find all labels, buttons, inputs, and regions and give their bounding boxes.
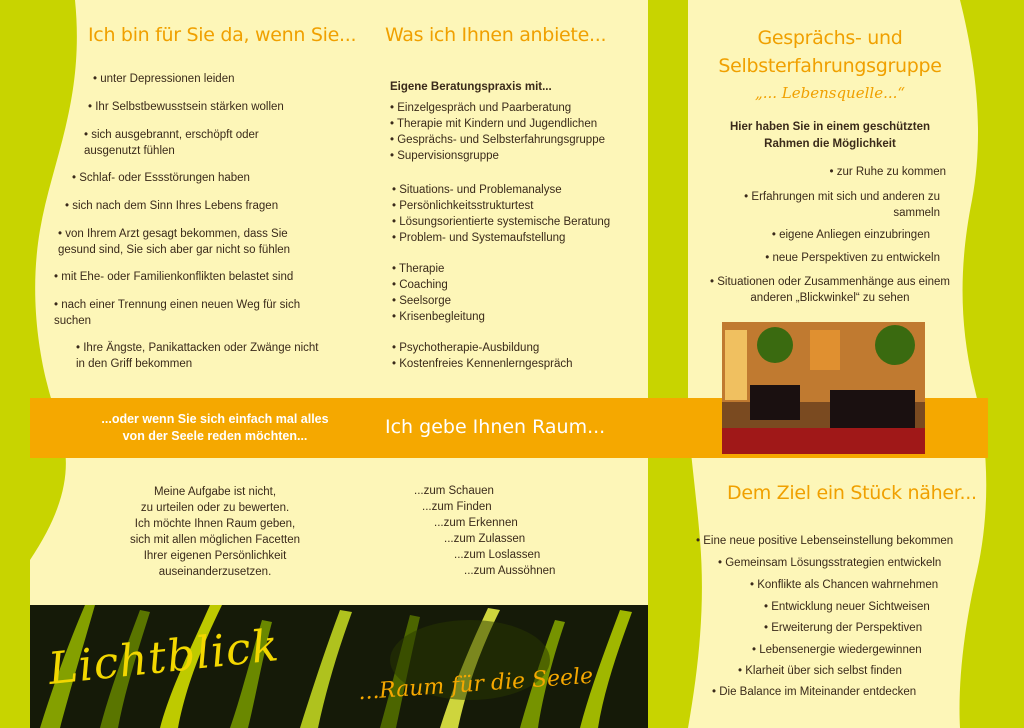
band-text-line-1: ...oder wenn Sie sich einfach mal alles [101, 412, 329, 426]
col2-subtitle: Eigene Beratungspraxis mit... [390, 81, 552, 93]
band-title: Ich gebe Ihnen Raum... [385, 416, 606, 438]
col2-title: Was ich Ihnen anbiete... [385, 24, 607, 46]
col3-item-2: • Erfahrungen mit sich und anderen zu sammeln [744, 191, 940, 219]
offer-group-3 [392, 261, 485, 325]
offer-group-4 [392, 340, 573, 372]
list-item: • Krisenbegleitung [392, 309, 485, 325]
offer-group-2 [392, 182, 610, 246]
list-item: • Situations- und Problemanalyse [392, 182, 610, 198]
col1-item-8: • nach einer Trennung einen neuen Weg für sich suchen [54, 299, 301, 327]
col1-item-5: • sich nach dem Sinn Ihres Lebens fragen [65, 200, 279, 212]
col3-title-line-1: Gesprächs- und [757, 27, 903, 49]
goal-3: • Konflikte als Chancen wahrnehmen [750, 579, 939, 591]
zum-item: ...zum Erkennen [434, 517, 518, 529]
list-item: • Therapie [392, 261, 485, 277]
col1-paragraph [90, 484, 340, 580]
para-line: Ich möchte Ihnen Raum geben, [134, 518, 296, 530]
col3-title2: Dem Ziel ein Stück näher... [727, 482, 977, 504]
col3-item-3: • eigene Anliegen einzubringen [771, 229, 930, 241]
col3-title [700, 24, 960, 80]
col3-item-1: • zur Ruhe zu kommen [829, 166, 946, 178]
list-item: • Supervisionsgruppe [390, 148, 605, 164]
list-item: • Kostenfreies Kennenlerngespräch [392, 356, 573, 372]
list-item: • Coaching [392, 277, 485, 293]
zum-item: ...zum Finden [422, 501, 492, 513]
zum-item: ...zum Schauen [414, 485, 494, 497]
col3-intro [705, 119, 955, 153]
zum-list [414, 483, 555, 579]
band-text [70, 411, 360, 445]
zum-item: ...zum Loslassen [454, 549, 541, 561]
lichtblick-logo: Lichtblick [45, 620, 282, 695]
list-item: • Persönlichkeitsstrukturtest [392, 198, 610, 214]
col3-title-line-2: Selbsterfahrungsgruppe [718, 55, 942, 77]
para-line: auseinanderzusetzen. [158, 566, 272, 578]
para-line: Ihrer eigenen Persönlichkeit [143, 550, 287, 562]
col1-item-7: • mit Ehe- oder Familienkonflikten belastet sind [54, 271, 294, 283]
goal-8: • Die Balance im Miteinander entdecken [712, 686, 917, 698]
col1-item-4: • Schlaf- oder Essstörungen haben [72, 172, 250, 184]
band-text-line-2: von der Seele reden möchten... [122, 429, 308, 443]
list-item: • Gesprächs- und Selbsterfahrungsgruppe [390, 132, 605, 148]
col1-title: Ich bin für Sie da, wenn Sie... [88, 24, 357, 46]
room-photo [722, 322, 925, 454]
zum-item: ...zum Aussöhnen [464, 565, 556, 577]
para-line: sich mit allen möglichen Facetten [129, 534, 301, 546]
col1-item-3: • sich ausgebrannt, erschöpft oder ausgenutzt fühlen [84, 129, 259, 157]
col3-item-4: • neue Perspektiven zu entwickeln [765, 252, 940, 264]
lebensquelle-script: „... Lebensquelle...“ [754, 84, 906, 102]
goal-1: • Eine neue positive Lebenseinstellung bekommen [696, 535, 954, 547]
offer-group-1 [390, 100, 605, 164]
col1-item-6: • von Ihrem Arzt gesagt bekommen, dass Sie gesund sind, Sie sich aber gar nicht so fühlen [58, 228, 291, 256]
list-item: • Problem- und Systemaufstellung [392, 230, 610, 246]
col3-intro-line-1: Hier haben Sie in einem geschützten [729, 121, 931, 133]
list-item: • Einzelgespräch und Paarberatung [390, 100, 605, 116]
list-item: • Psychotherapie-Ausbildung [392, 340, 573, 356]
goal-7: • Klarheit über sich selbst finden [738, 665, 902, 677]
zum-item: ...zum Zulassen [444, 533, 526, 545]
goal-2: • Gemeinsam Lösungsstrategien entwickeln [718, 557, 942, 569]
list-item: • Lösungsorientierte systemische Beratung [392, 214, 610, 230]
col1-item-1: • unter Depressionen leiden [93, 73, 235, 85]
para-line: zu urteilen oder zu bewerten. [140, 502, 290, 514]
para-line: Meine Aufgabe ist nicht, [153, 486, 277, 498]
list-item: • Therapie mit Kindern und Jugendlichen [390, 116, 605, 132]
col1-item-2: • Ihr Selbstbewusstsein stärken wollen [88, 101, 284, 113]
col3-intro-line-2: Rahmen die Möglichkeit [764, 138, 896, 150]
goal-6: • Lebensenergie wiedergewinnen [752, 644, 922, 656]
goal-4: • Entwicklung neuer Sichtweisen [764, 601, 930, 613]
col3-item-5: • Situationen oder Zusammenhänge aus einem anderen „Blickwinkel“ zu sehen [710, 276, 950, 304]
col1-item-9: • Ihre Ängste, Panikattacken oder Zwänge nicht in den Griff bekommen [76, 342, 319, 370]
goal-5: • Erweiterung der Perspektiven [764, 622, 923, 634]
list-item: • Seelsorge [392, 293, 485, 309]
banner-tagline: ...Raum für die Seele [357, 663, 594, 706]
